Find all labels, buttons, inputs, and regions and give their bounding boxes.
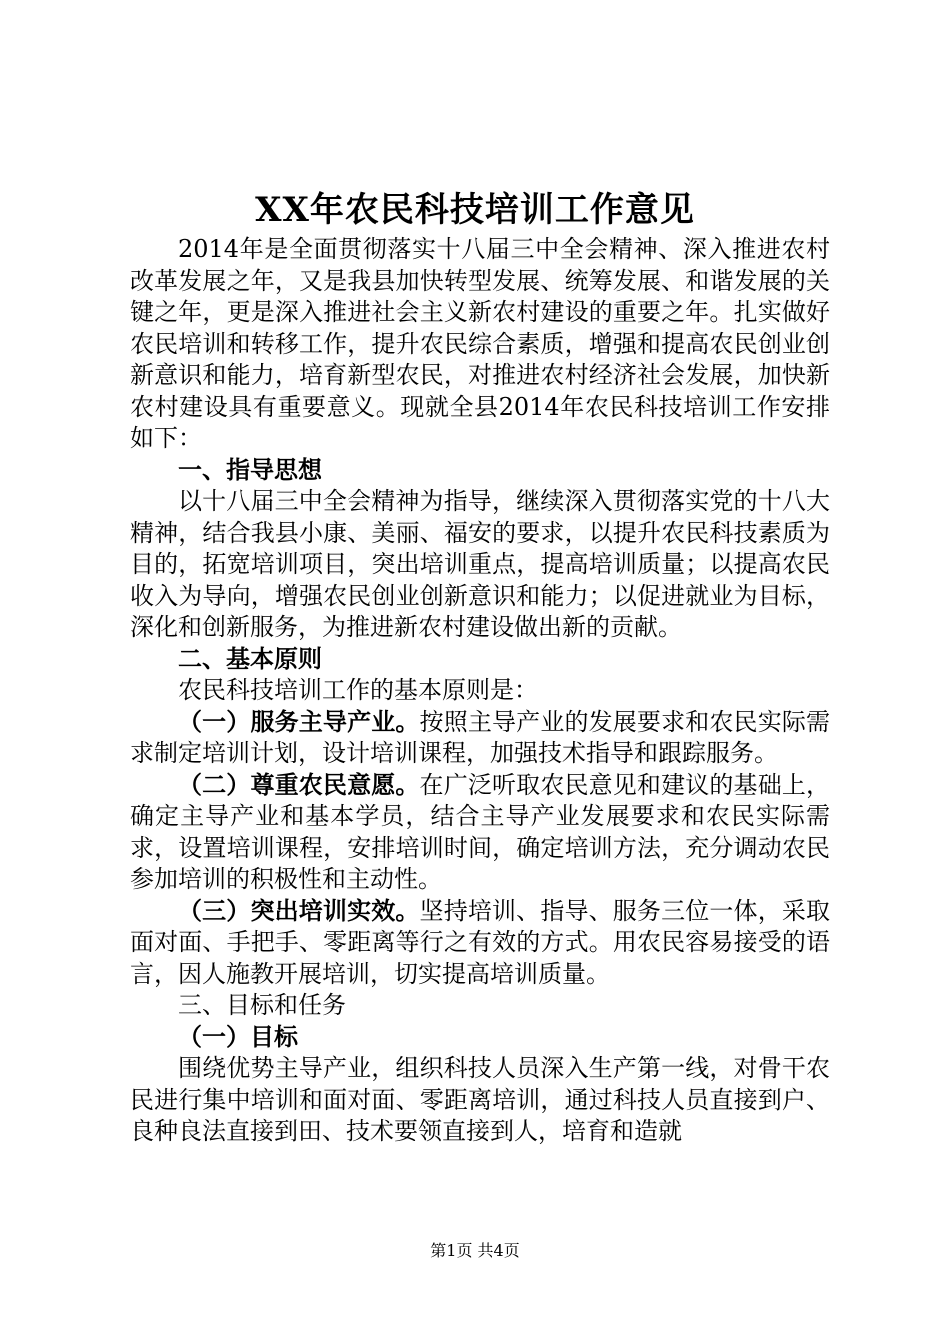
section-heading-goals-tasks: 三、目标和任务: [178, 991, 346, 1019]
principle-1-paragraph: [130, 707, 830, 770]
principle-1-text: 按照主导产业的发展要求和农民实际需求制定培训计划，设计培训课程，加强技术指导和跟踪服务。: [130, 707, 831, 767]
principle-3-paragraph: [130, 896, 830, 991]
document-body: [130, 234, 830, 1148]
basic-principles-intro: 农民科技培训工作的基本原则是：: [178, 676, 538, 704]
section-heading-goal: （一）目标: [178, 1022, 298, 1051]
guiding-thought-paragraph: 以十八届三中全会精神为指导，继续深入贯彻落实党的十八大精神，结合我县小康、美丽、福安的要求，以提升农民科技素质为目的，拓宽培训项目，突出培训重点，提高培训质量；以提高农民收入为导向，增强农民创业创新意识和能力；以促进就业为目标，深化和创新服务，为推进新农村建设做出新的贡献。: [130, 487, 830, 641]
page-footer: 第1页 共4页: [430, 1241, 520, 1260]
document-title: XX年农民科技培训工作意见: [255, 190, 695, 230]
goal-paragraph: 围绕优势主导产业，组织科技人员深入生产第一线，对骨干农民进行集中培训和面对面、零距离培训，通过科技人员直接到户、良种良法直接到田、技术要领直接到人，培育和造就: [130, 1054, 830, 1145]
section-heading-basic-principles: 二、基本原则: [178, 644, 322, 673]
principle-2-lead: （二）尊重农民意愿。: [178, 770, 420, 799]
principle-3-lead: （三）突出培训实效。: [178, 896, 420, 925]
principle-3-text: 坚持培训、指导、服务三位一体，采取面对面、手把手、零距离等行之有效的方式。用农民容易接受的语言，因人施教开展培训，切实提高培训质量。: [130, 896, 831, 988]
principle-2-text: 在广泛听取农民意见和建议的基础上，确定主导产业和基本学员，结合主导产业发展要求和农民实际需求，设置培训课程，安排培训时间，确定培训方法，充分调动农民参加培训的积极性和主动性。: [130, 770, 831, 893]
section-heading-guiding-thought: 一、指导思想: [178, 455, 322, 484]
principle-2-paragraph: [130, 770, 830, 896]
intro-paragraph: 2014年是全面贯彻落实十八届三中全会精神、深入推进农村改革发展之年，又是我县加快转型发展、统筹发展、和谐发展的关键之年，更是深入推进社会主义新农村建设的重要之年。扎实做好农民培训和转移工作，提升农民综合素质，增强和提高农民创业创新意识和能力，培育新型农民，对推进农村经济社会发展，加快新农村建设具有重要意义。现就全县2014年农民科技培训工作安排如下：: [130, 235, 830, 452]
principle-1-lead: （一）服务主导产业。: [178, 707, 420, 736]
